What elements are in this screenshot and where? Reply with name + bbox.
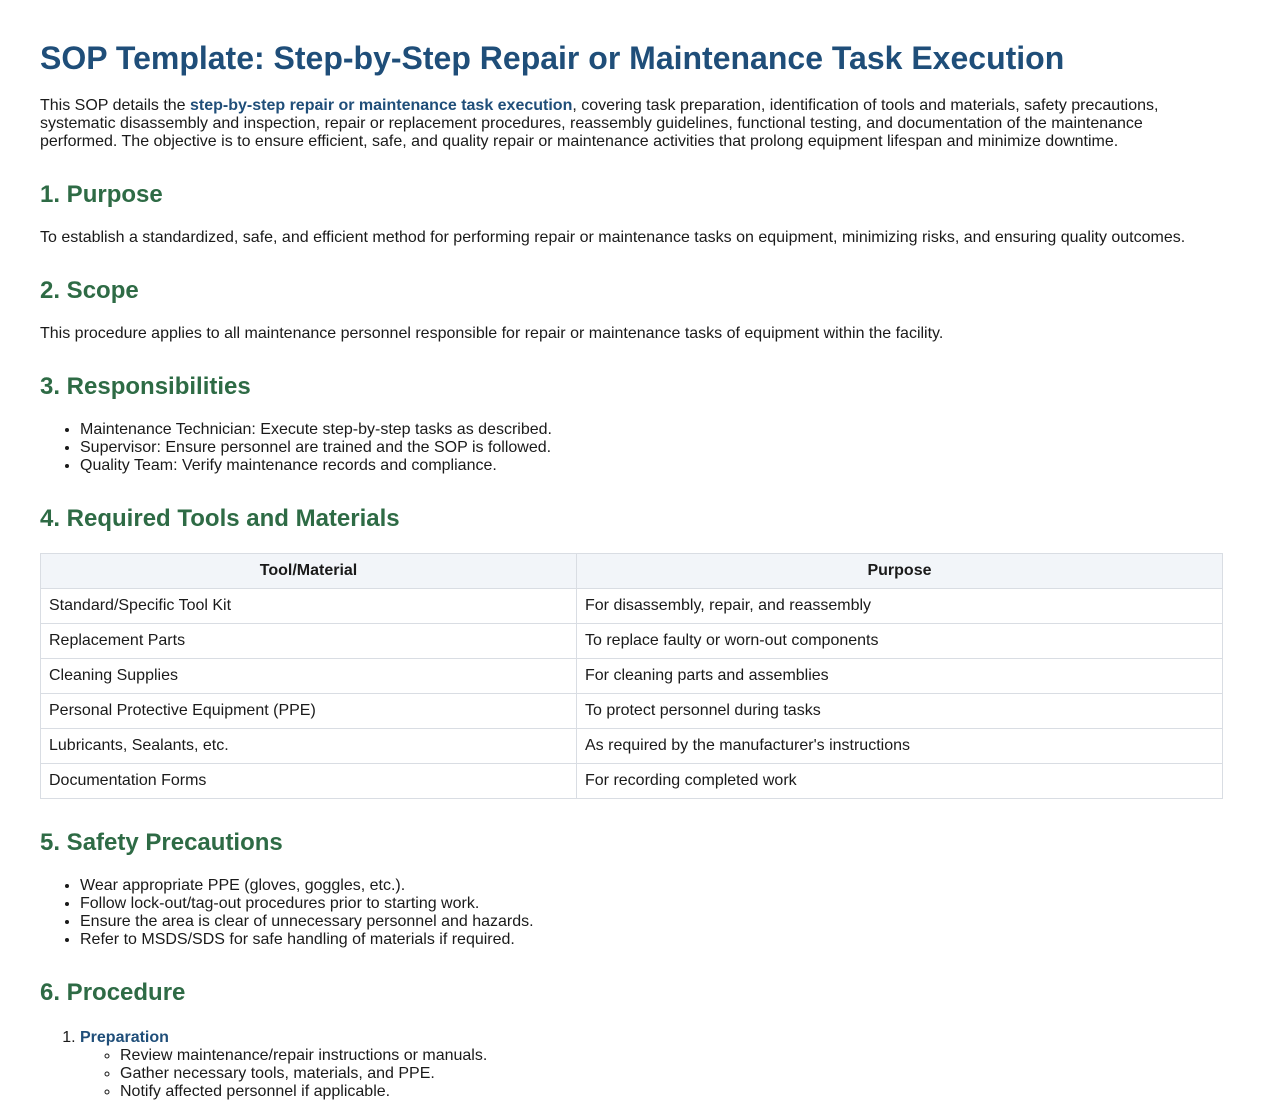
table-row bbox=[41, 764, 1223, 799]
tools-section bbox=[40, 505, 1223, 799]
table-header-row bbox=[41, 554, 1223, 589]
table-cell: For disassembly, repair, and reassembly bbox=[577, 589, 1223, 624]
scope-section bbox=[40, 277, 1223, 343]
procedure-step bbox=[80, 1029, 1223, 1101]
purpose-text: To establish a standardized, safe, and efficient method for performing repair or maintenance tasks on equipment, minimizing risks, and ensuring quality outcomes. bbox=[40, 229, 1186, 246]
safety-list bbox=[40, 877, 1223, 949]
safety-section bbox=[40, 829, 1223, 949]
list-item: • Follow lock-out/tag-out procedures prior to starting work. bbox=[80, 895, 1223, 913]
list-item: ◦ Notify affected personnel if applicable. bbox=[120, 1083, 1223, 1101]
safety-heading: 5. Safety Precautions bbox=[40, 829, 283, 856]
list-item: • Wear appropriate PPE (gloves, goggles, etc.). bbox=[80, 877, 1223, 895]
list-item: • Supervisor: Ensure personnel are trained and the SOP is followed. bbox=[80, 439, 1223, 457]
list-item: • Maintenance Technician: Execute step-by-step tasks as described. bbox=[80, 421, 1223, 439]
intro-suffix: , covering task preparation, identification of tools and materials, safety precautions, systematic disassembly and inspection, repair or replacement procedures, reassembly guidelines, functional testing, and documentation of the maintenance performed. The objective is to ensure efficient, safe, and quality repair or maintenance activities that prolong equipment lifespan and minimize downtime. bbox=[40, 97, 1159, 150]
tools-heading: 4. Required Tools and Materials bbox=[40, 505, 400, 532]
intro-paragraph bbox=[40, 97, 1223, 151]
scope-heading: 2. Scope bbox=[40, 277, 139, 304]
table-cell: Standard/Specific Tool Kit bbox=[41, 589, 577, 624]
table-row bbox=[41, 589, 1223, 624]
column-header-tool: Tool/Material bbox=[41, 554, 577, 589]
list-item: • Refer to MSDS/SDS for safe handling of materials if required. bbox=[80, 931, 1223, 949]
tools-table bbox=[40, 553, 1223, 799]
list-item: ◦ Review maintenance/repair instructions or manuals. bbox=[120, 1047, 1223, 1065]
step-substeps bbox=[80, 1047, 1223, 1101]
table-cell: Documentation Forms bbox=[41, 764, 577, 799]
table-cell: Personal Protective Equipment (PPE) bbox=[41, 694, 577, 729]
procedure-steps bbox=[40, 1029, 1223, 1101]
purpose-section bbox=[40, 181, 1223, 247]
table-cell: Lubricants, Sealants, etc. bbox=[41, 729, 577, 764]
table-cell: As required by the manufacturer's instructions bbox=[577, 729, 1223, 764]
step-title: Preparation bbox=[80, 1029, 169, 1046]
table-row bbox=[41, 694, 1223, 729]
procedure-heading: 6. Procedure bbox=[40, 979, 186, 1006]
responsibilities-heading: 3. Responsibilities bbox=[40, 373, 251, 400]
table-row bbox=[41, 729, 1223, 764]
table-cell: To protect personnel during tasks bbox=[577, 694, 1223, 729]
procedure-section bbox=[40, 979, 1223, 1101]
table-row bbox=[41, 624, 1223, 659]
table-cell: For cleaning parts and assemblies bbox=[577, 659, 1223, 694]
responsibilities-section bbox=[40, 373, 1223, 475]
responsibilities-list bbox=[40, 421, 1223, 475]
table-cell: Cleaning Supplies bbox=[41, 659, 577, 694]
table-cell: Replacement Parts bbox=[41, 624, 577, 659]
intro-prefix: This SOP details the bbox=[40, 97, 190, 114]
table-row bbox=[41, 659, 1223, 694]
table-cell: For recording completed work bbox=[577, 764, 1223, 799]
purpose-heading: 1. Purpose bbox=[40, 181, 163, 208]
list-item: • Quality Team: Verify maintenance records and compliance. bbox=[80, 457, 1223, 475]
list-item: • Ensure the area is clear of unnecessary personnel and hazards. bbox=[80, 913, 1223, 931]
list-item: ◦ Gather necessary tools, materials, and PPE. bbox=[120, 1065, 1223, 1083]
intro-bold: step-by-step repair or maintenance task execution bbox=[190, 97, 573, 114]
column-header-purpose: Purpose bbox=[577, 554, 1223, 589]
scope-text: This procedure applies to all maintenance personnel responsible for repair or maintenance tasks of equipment within the facility. bbox=[40, 325, 944, 342]
table-cell: To replace faulty or worn-out components bbox=[577, 624, 1223, 659]
page-title: SOP Template: Step-by-Step Repair or Maintenance Task Execution bbox=[40, 40, 1065, 76]
